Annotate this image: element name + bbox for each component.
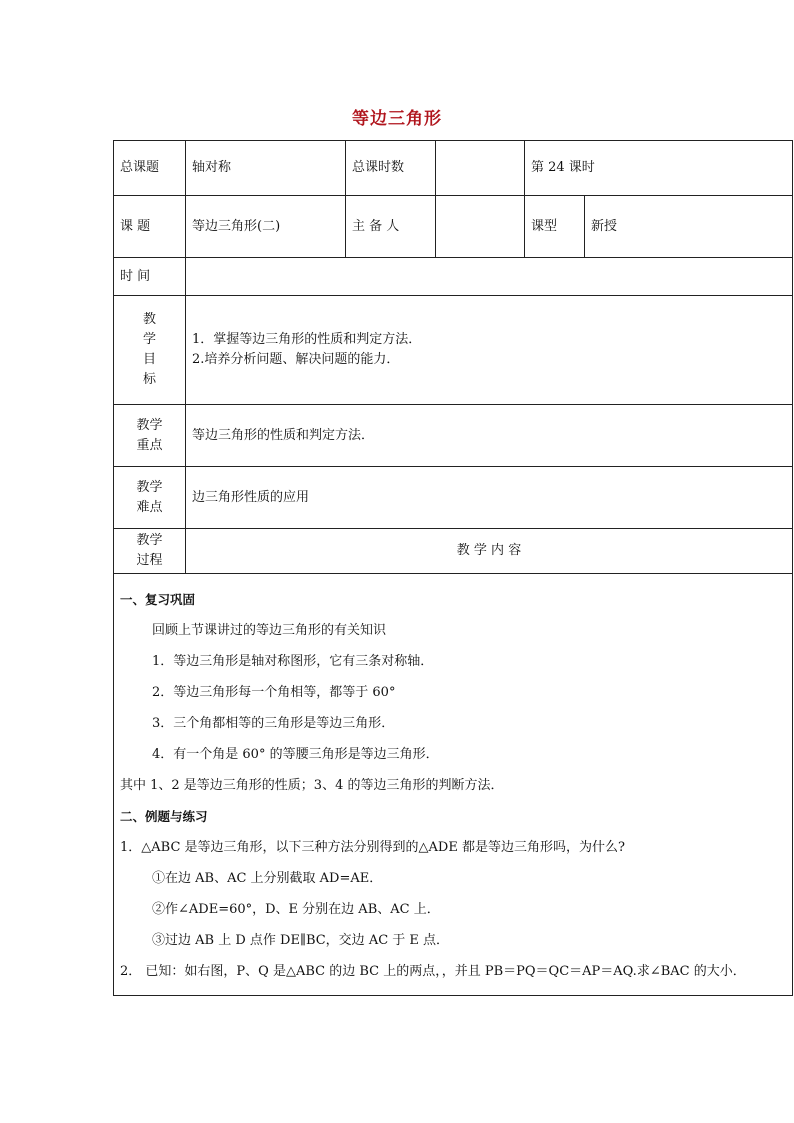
review-item: 4．有一个角是 60° 的等腰三角形是等边三角形． xyxy=(152,747,439,762)
label-total-topic: 总课题 xyxy=(114,141,186,196)
label-topic: 课 题 xyxy=(114,196,186,258)
value-process-header: 教 学 内 容 xyxy=(186,529,793,574)
value-time xyxy=(186,258,793,296)
review-item: 2．等边三角形每一个角相等，都等于 60° xyxy=(152,685,396,700)
section-intro: 回顾上节课讲过的等边三角形的有关知识 xyxy=(152,623,387,638)
value-preparer xyxy=(436,196,525,258)
lesson-plan-table xyxy=(113,140,793,996)
question-1-option: ①在边 AB、AC 上分别截取 AD=AE． xyxy=(152,871,383,886)
question-1-option: ②作∠ADE=60°，D、E 分别在边 AB、AC 上． xyxy=(152,902,440,917)
value-difficulty: 边三角形性质的应用 xyxy=(186,467,793,529)
value-total-hours xyxy=(436,141,525,196)
goal-item: 2.培养分析问题、解决问题的能力． xyxy=(192,352,400,367)
section-heading: 一、复习巩固 xyxy=(120,592,196,607)
lesson-content xyxy=(114,574,793,996)
label-goals: 教 学 目 标 xyxy=(114,296,186,405)
page-title: 等边三角形 xyxy=(352,109,442,129)
label-preparer: 主 备 人 xyxy=(346,196,436,258)
row-content xyxy=(114,574,793,996)
goal-item: 1．掌握等边三角形的性质和判定方法． xyxy=(192,332,422,347)
row-process xyxy=(114,529,793,574)
row-total-topic xyxy=(114,141,793,196)
label-difficulty: 教学 难点 xyxy=(114,467,186,529)
label-process: 教学 过程 xyxy=(114,529,186,574)
review-summary: 其中 1、2 是等边三角形的性质；3、4 的等边三角形的判断方法． xyxy=(120,778,504,793)
review-item: 1．等边三角形是轴对称图形，它有三条对称轴． xyxy=(152,654,434,669)
question-1-option: ③过边 AB 上 D 点作 DE∥BC，交边 AC 于 E 点． xyxy=(152,933,450,948)
row-goals xyxy=(114,296,793,405)
row-time xyxy=(114,258,793,296)
label-lesson-type: 课型 xyxy=(525,196,585,258)
section-heading: 二、例题与练习 xyxy=(120,809,208,824)
row-topic xyxy=(114,196,793,258)
label-time: 时 间 xyxy=(114,258,186,296)
review-item: 3．三个角都相等的三角形是等边三角形． xyxy=(152,716,395,731)
value-lesson-type: 新授 xyxy=(585,196,793,258)
value-focus: 等边三角形的性质和判定方法． xyxy=(186,405,793,467)
label-focus: 教学 重点 xyxy=(114,405,186,467)
question-2: 2． 已知：如右图，P、Q 是△ABC 的边 BC 上的两点，，并且 PB＝PQ＝QC＝AP＝AQ.求∠BAC 的大小． xyxy=(120,964,746,979)
label-total-hours: 总课时数 xyxy=(346,141,436,196)
question-1: 1．△ABC 是等边三角形，以下三种方法分别得到的△ADE 都是等边三角形吗，为什么? xyxy=(120,840,625,855)
value-goals xyxy=(186,296,793,405)
value-total-topic: 轴对称 xyxy=(186,141,346,196)
row-focus xyxy=(114,405,793,467)
value-lesson-number: 第 24 课时 xyxy=(525,141,793,196)
value-topic: 等边三角形(二) xyxy=(186,196,346,258)
row-difficulty xyxy=(114,467,793,529)
